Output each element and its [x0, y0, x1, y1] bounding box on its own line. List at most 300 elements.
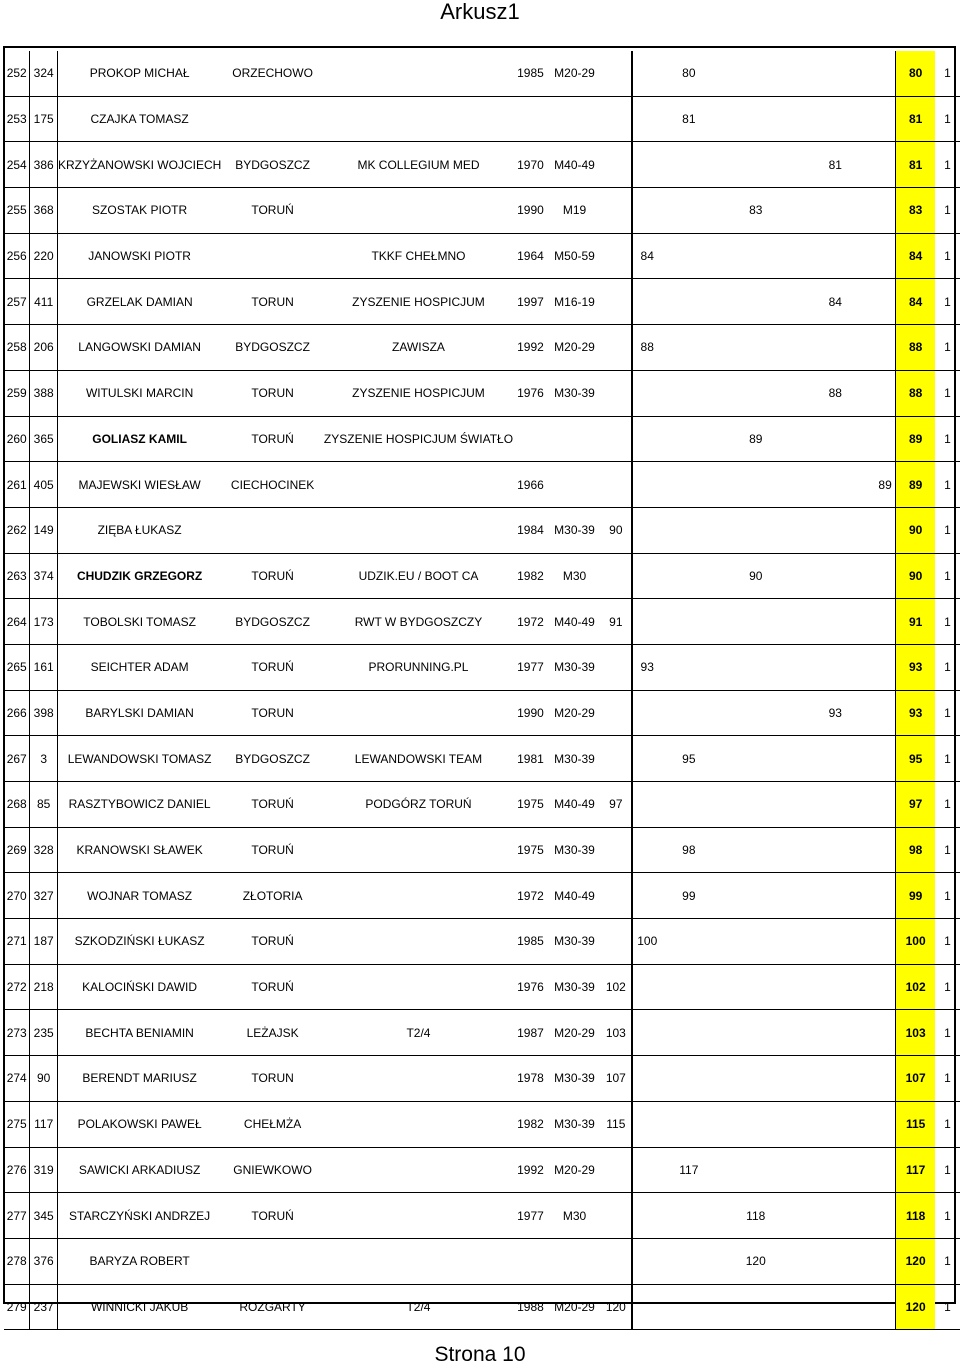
result-cell-r6	[875, 1147, 896, 1193]
cell-year: 1984	[513, 507, 548, 553]
cell-bib: 175	[30, 96, 58, 142]
cell-name: SZOSTAK PIOTR	[57, 188, 221, 234]
result-cell-r2	[632, 964, 662, 1010]
cell-city: BYDGOSZCZ	[221, 599, 324, 645]
cell-year	[513, 96, 548, 142]
result-cell-r1	[601, 690, 631, 736]
table-row	[4, 873, 960, 919]
result-cell-r6	[875, 1101, 896, 1147]
cell-count: 1	[935, 1010, 960, 1056]
cell-cat: M30-39	[548, 370, 601, 416]
result-cell-r1	[601, 919, 631, 965]
cell-cat: M40-49	[548, 142, 601, 188]
cell-club: ZAWISZA	[324, 325, 513, 371]
page-number: Strona 10	[434, 1343, 526, 1366]
cell-place: 274	[4, 1056, 30, 1102]
cell-city: TORUŃ	[221, 644, 324, 690]
cell-place: 269	[4, 827, 30, 873]
cell-city: TORUŃ	[221, 919, 324, 965]
cell-count: 1	[935, 736, 960, 782]
cell-cat: M30-39	[548, 919, 601, 965]
cell-city: TORUŃ	[221, 782, 324, 828]
table-row	[4, 1284, 960, 1330]
cell-place: 254	[4, 142, 30, 188]
cell-city: LEŻAJSK	[221, 1010, 324, 1056]
cell-count: 1	[935, 1238, 960, 1284]
cell-year: 1977	[513, 644, 548, 690]
cell-name: JANOWSKI PIOTR	[57, 233, 221, 279]
result-cell-r5	[796, 736, 875, 782]
cell-best: 117	[896, 1147, 935, 1193]
cell-cat: M50-59	[548, 233, 601, 279]
result-cell-r3: 80	[662, 51, 716, 96]
result-cell-r3: 99	[662, 873, 716, 919]
result-cell-r5	[796, 462, 875, 508]
table-row	[4, 142, 960, 188]
cell-city: ZŁOTORIA	[221, 873, 324, 919]
cell-bib: 376	[30, 1238, 58, 1284]
result-cell-r6	[875, 416, 896, 462]
cell-best: 100	[896, 919, 935, 965]
cell-best: 84	[896, 233, 935, 279]
result-cell-r4	[716, 96, 796, 142]
result-cell-r4	[716, 233, 796, 279]
cell-best: 99	[896, 873, 935, 919]
cell-name: RASZTYBOWICZ DANIEL	[57, 782, 221, 828]
result-cell-r6	[875, 279, 896, 325]
cell-cat: M20-29	[548, 1284, 601, 1330]
result-cell-r4	[716, 964, 796, 1010]
table-row	[4, 416, 960, 462]
cell-cat: M30-39	[548, 736, 601, 782]
cell-place: 277	[4, 1193, 30, 1239]
result-cell-r1	[601, 736, 631, 782]
table-row	[4, 370, 960, 416]
cell-name: LANGOWSKI DAMIAN	[57, 325, 221, 371]
result-cell-r3	[662, 370, 716, 416]
result-cell-r3	[662, 325, 716, 371]
cell-cat: M19	[548, 188, 601, 234]
cell-best: 118	[896, 1193, 935, 1239]
table-row	[4, 599, 960, 645]
cell-cat: M30-39	[548, 827, 601, 873]
cell-place: 255	[4, 188, 30, 234]
result-cell-r4	[716, 507, 796, 553]
results-table	[4, 51, 960, 1330]
result-cell-r1: 102	[601, 964, 631, 1010]
cell-place: 253	[4, 96, 30, 142]
cell-bib: 90	[30, 1056, 58, 1102]
cell-best: 88	[896, 325, 935, 371]
result-cell-r5	[796, 827, 875, 873]
result-cell-r2	[632, 1056, 662, 1102]
cell-count: 1	[935, 142, 960, 188]
result-cell-r3: 117	[662, 1147, 716, 1193]
result-cell-r5: 84	[796, 279, 875, 325]
cell-bib: 365	[30, 416, 58, 462]
cell-club: ZYSZENIE HOSPICJUM	[324, 370, 513, 416]
cell-place: 263	[4, 553, 30, 599]
table-row	[4, 51, 960, 96]
table-row	[4, 1147, 960, 1193]
cell-place: 268	[4, 782, 30, 828]
result-cell-r5	[796, 873, 875, 919]
cell-cat: M30-39	[548, 964, 601, 1010]
cell-bib: 117	[30, 1101, 58, 1147]
result-cell-r4	[716, 1010, 796, 1056]
result-cell-r1	[601, 188, 631, 234]
result-cell-r3	[662, 142, 716, 188]
result-cell-r2	[632, 690, 662, 736]
result-cell-r5	[796, 1284, 875, 1330]
cell-best: 103	[896, 1010, 935, 1056]
result-cell-r2	[632, 1238, 662, 1284]
cell-club	[324, 1101, 513, 1147]
cell-bib: 85	[30, 782, 58, 828]
cell-place: 272	[4, 964, 30, 1010]
cell-count: 1	[935, 51, 960, 96]
cell-year: 1972	[513, 599, 548, 645]
result-cell-r3	[662, 964, 716, 1010]
cell-name: SZKODZIŃSKI ŁUKASZ	[57, 919, 221, 965]
cell-city: ROZGARTY	[221, 1284, 324, 1330]
result-cell-r6	[875, 51, 896, 96]
cell-cat: M20-29	[548, 325, 601, 371]
cell-club: TKKF CHEŁMNO	[324, 233, 513, 279]
cell-name: GRZELAK DAMIAN	[57, 279, 221, 325]
result-cell-r4	[716, 142, 796, 188]
cell-count: 1	[935, 1193, 960, 1239]
cell-cat: M30	[548, 1193, 601, 1239]
cell-year: 1992	[513, 1147, 548, 1193]
cell-bib: 327	[30, 873, 58, 919]
cell-city: BYDGOSZCZ	[221, 325, 324, 371]
cell-city	[221, 233, 324, 279]
result-cell-r1: 91	[601, 599, 631, 645]
cell-cat	[548, 1238, 601, 1284]
cell-city: TORUN	[221, 690, 324, 736]
cell-best: 90	[896, 507, 935, 553]
cell-bib: 324	[30, 51, 58, 96]
result-cell-r5	[796, 416, 875, 462]
result-cell-r3	[662, 1238, 716, 1284]
cell-year	[513, 1238, 548, 1284]
cell-place: 270	[4, 873, 30, 919]
cell-club	[324, 873, 513, 919]
cell-bib: 345	[30, 1193, 58, 1239]
cell-city: TORUŃ	[221, 827, 324, 873]
cell-year	[513, 416, 548, 462]
table-row	[4, 782, 960, 828]
result-cell-r2	[632, 736, 662, 782]
result-cell-r6: 89	[875, 462, 896, 508]
cell-name: SEICHTER ADAM	[57, 644, 221, 690]
cell-bib: 235	[30, 1010, 58, 1056]
result-cell-r1	[601, 142, 631, 188]
cell-count: 1	[935, 1056, 960, 1102]
cell-cat: M30-39	[548, 1101, 601, 1147]
cell-best: 80	[896, 51, 935, 96]
result-cell-r1	[601, 1147, 631, 1193]
cell-club	[324, 96, 513, 142]
result-cell-r5	[796, 964, 875, 1010]
result-cell-r4: 118	[716, 1193, 796, 1239]
cell-cat	[548, 96, 601, 142]
result-cell-r3	[662, 507, 716, 553]
result-cell-r4	[716, 827, 796, 873]
result-cell-r5	[796, 1056, 875, 1102]
result-cell-r1: 107	[601, 1056, 631, 1102]
cell-place: 261	[4, 462, 30, 508]
result-cell-r5	[796, 1147, 875, 1193]
cell-best: 98	[896, 827, 935, 873]
result-cell-r1	[601, 96, 631, 142]
cell-best: 102	[896, 964, 935, 1010]
cell-club	[324, 919, 513, 965]
cell-best: 81	[896, 96, 935, 142]
result-cell-r5: 93	[796, 690, 875, 736]
cell-count: 1	[935, 325, 960, 371]
table-row	[4, 1193, 960, 1239]
cell-bib: 206	[30, 325, 58, 371]
cell-count: 1	[935, 96, 960, 142]
cell-place: 271	[4, 919, 30, 965]
cell-name: POLAKOWSKI PAWEŁ	[57, 1101, 221, 1147]
result-cell-r6	[875, 553, 896, 599]
cell-place: 275	[4, 1101, 30, 1147]
result-cell-r2	[632, 553, 662, 599]
cell-city: BYDGOSZCZ	[221, 736, 324, 782]
cell-city: ORZECHOWO	[221, 51, 324, 96]
result-cell-r6	[875, 644, 896, 690]
result-cell-r3	[662, 1010, 716, 1056]
result-cell-r1	[601, 416, 631, 462]
cell-year: 1970	[513, 142, 548, 188]
cell-name: KALOCIŃSKI DAWID	[57, 964, 221, 1010]
cell-bib: 187	[30, 919, 58, 965]
table-row	[4, 462, 960, 508]
cell-bib: 411	[30, 279, 58, 325]
result-cell-r1	[601, 279, 631, 325]
cell-place: 257	[4, 279, 30, 325]
cell-year: 1972	[513, 873, 548, 919]
result-cell-r2	[632, 416, 662, 462]
result-cell-r6	[875, 873, 896, 919]
result-cell-r3: 98	[662, 827, 716, 873]
cell-name: WOJNAR TOMASZ	[57, 873, 221, 919]
cell-place: 278	[4, 1238, 30, 1284]
result-cell-r3	[662, 599, 716, 645]
result-cell-r4: 83	[716, 188, 796, 234]
cell-bib: 386	[30, 142, 58, 188]
cell-name: ZIĘBA ŁUKASZ	[57, 507, 221, 553]
cell-count: 1	[935, 188, 960, 234]
result-cell-r4	[716, 873, 796, 919]
result-cell-r1	[601, 873, 631, 919]
cell-place: 273	[4, 1010, 30, 1056]
result-cell-r3	[662, 1284, 716, 1330]
result-cell-r6	[875, 188, 896, 234]
cell-bib: 220	[30, 233, 58, 279]
cell-count: 1	[935, 873, 960, 919]
cell-city: BYDGOSZCZ	[221, 142, 324, 188]
cell-year: 1982	[513, 1101, 548, 1147]
cell-year: 1977	[513, 1193, 548, 1239]
result-cell-r5	[796, 507, 875, 553]
cell-club: PRORUNNING.PL	[324, 644, 513, 690]
cell-club	[324, 1056, 513, 1102]
cell-year: 1997	[513, 279, 548, 325]
result-cell-r2	[632, 1101, 662, 1147]
result-cell-r1	[601, 233, 631, 279]
result-cell-r4	[716, 462, 796, 508]
cell-bib: 368	[30, 188, 58, 234]
result-cell-r6	[875, 690, 896, 736]
cell-bib: 218	[30, 964, 58, 1010]
cell-count: 1	[935, 964, 960, 1010]
result-cell-r6	[875, 782, 896, 828]
result-cell-r2	[632, 599, 662, 645]
cell-name: PROKOP MICHAŁ	[57, 51, 221, 96]
table-row	[4, 1010, 960, 1056]
cell-year: 1966	[513, 462, 548, 508]
result-cell-r6	[875, 370, 896, 416]
result-cell-r1	[601, 644, 631, 690]
result-cell-r4	[716, 279, 796, 325]
cell-bib: 374	[30, 553, 58, 599]
result-cell-r2	[632, 507, 662, 553]
cell-count: 1	[935, 782, 960, 828]
result-cell-r4	[716, 51, 796, 96]
cell-club	[324, 188, 513, 234]
cell-cat: M30	[548, 553, 601, 599]
result-cell-r2	[632, 462, 662, 508]
result-cell-r3	[662, 644, 716, 690]
cell-best: 97	[896, 782, 935, 828]
result-cell-r4	[716, 782, 796, 828]
result-cell-r2	[632, 142, 662, 188]
cell-club: UDZIK.EU / BOOT CA	[324, 553, 513, 599]
result-cell-r1: 115	[601, 1101, 631, 1147]
result-cell-r4	[716, 919, 796, 965]
cell-count: 1	[935, 233, 960, 279]
cell-city: TORUN	[221, 1056, 324, 1102]
table-row	[4, 690, 960, 736]
result-cell-r6	[875, 233, 896, 279]
result-cell-r1	[601, 827, 631, 873]
cell-club: T2/4	[324, 1010, 513, 1056]
cell-best: 120	[896, 1284, 935, 1330]
cell-bib: 319	[30, 1147, 58, 1193]
table-row	[4, 964, 960, 1010]
cell-count: 1	[935, 462, 960, 508]
cell-city: TORUŃ	[221, 553, 324, 599]
result-cell-r5	[796, 782, 875, 828]
cell-city	[221, 1238, 324, 1284]
cell-city: TORUŃ	[221, 416, 324, 462]
cell-best: 107	[896, 1056, 935, 1102]
cell-cat: M20-29	[548, 51, 601, 96]
cell-year: 1985	[513, 919, 548, 965]
cell-bib: 237	[30, 1284, 58, 1330]
cell-year: 1975	[513, 827, 548, 873]
table-row	[4, 1056, 960, 1102]
cell-name: SAWICKI ARKADIUSZ	[57, 1147, 221, 1193]
result-cell-r4	[716, 370, 796, 416]
cell-best: 89	[896, 416, 935, 462]
cell-city: TORUN	[221, 279, 324, 325]
result-cell-r5: 81	[796, 142, 875, 188]
result-cell-r3: 81	[662, 96, 716, 142]
result-cell-r2	[632, 1147, 662, 1193]
table-row	[4, 644, 960, 690]
cell-bib: 405	[30, 462, 58, 508]
cell-name: STARCZYŃSKI ANDRZEJ	[57, 1193, 221, 1239]
result-cell-r5	[796, 96, 875, 142]
cell-cat: M30-39	[548, 507, 601, 553]
cell-year: 1992	[513, 325, 548, 371]
result-cell-r1: 103	[601, 1010, 631, 1056]
result-cell-r2	[632, 370, 662, 416]
cell-place: 266	[4, 690, 30, 736]
result-cell-r5	[796, 1101, 875, 1147]
cell-city: CIECHOCINEK	[221, 462, 324, 508]
cell-city: TORUN	[221, 370, 324, 416]
table-row	[4, 96, 960, 142]
cell-year: 1978	[513, 1056, 548, 1102]
cell-count: 1	[935, 370, 960, 416]
cell-name: BECHTA BENIAMIN	[57, 1010, 221, 1056]
table-row	[4, 188, 960, 234]
result-cell-r3	[662, 462, 716, 508]
result-cell-r6	[875, 1193, 896, 1239]
cell-count: 1	[935, 919, 960, 965]
cell-best: 120	[896, 1238, 935, 1284]
table-row	[4, 507, 960, 553]
cell-cat: M20-29	[548, 1147, 601, 1193]
cell-club	[324, 1238, 513, 1284]
cell-cat: M20-29	[548, 1010, 601, 1056]
result-cell-r5	[796, 599, 875, 645]
cell-cat: M40-49	[548, 873, 601, 919]
table-row	[4, 325, 960, 371]
cell-place: 256	[4, 233, 30, 279]
cell-count: 1	[935, 553, 960, 599]
cell-bib: 161	[30, 644, 58, 690]
table-row	[4, 736, 960, 782]
cell-year: 1982	[513, 553, 548, 599]
cell-city: TORUŃ	[221, 188, 324, 234]
result-cell-r5	[796, 644, 875, 690]
cell-bib: 328	[30, 827, 58, 873]
result-cell-r4	[716, 690, 796, 736]
result-cell-r3: 95	[662, 736, 716, 782]
cell-city: GNIEWKOWO	[221, 1147, 324, 1193]
cell-bib: 173	[30, 599, 58, 645]
cell-place: 260	[4, 416, 30, 462]
cell-year: 1990	[513, 188, 548, 234]
result-cell-r6	[875, 599, 896, 645]
cell-club	[324, 690, 513, 736]
result-cell-r4	[716, 1284, 796, 1330]
result-cell-r5	[796, 1010, 875, 1056]
result-cell-r3	[662, 690, 716, 736]
result-cell-r1	[601, 1193, 631, 1239]
result-cell-r5: 88	[796, 370, 875, 416]
cell-city: TORUŃ	[221, 1193, 324, 1239]
cell-bib: 388	[30, 370, 58, 416]
cell-bib: 398	[30, 690, 58, 736]
